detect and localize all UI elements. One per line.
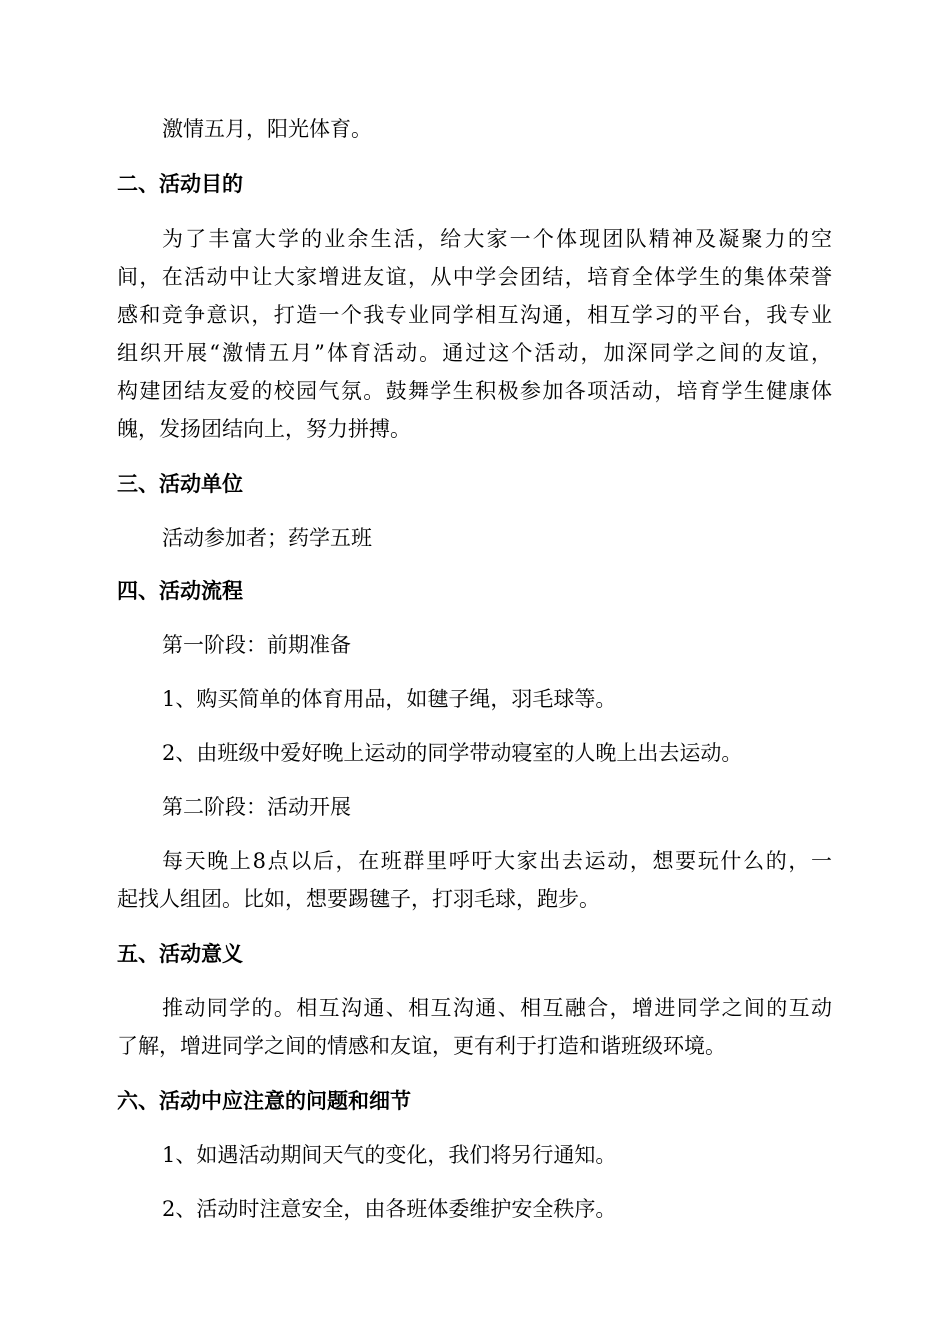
meaning-line-1: 推动同学的。相互沟通、相互沟通、相互融合，增进同学之间的互动: [162, 996, 832, 1020]
unit-text: 活动参加者；药学五班: [162, 526, 372, 550]
section-heading-notes: 六、活动中应注意的问题和细节: [117, 1089, 411, 1113]
process-stage-1: 第一阶段：前期准备: [162, 633, 351, 657]
notes-item-1: 1、如遇活动期间天气的变化，我们将另行通知。: [162, 1143, 617, 1167]
section-heading-meaning: 五、活动意义: [117, 942, 243, 966]
section-heading-purpose: 二、活动目的: [117, 172, 243, 196]
section-heading-unit: 三、活动单位: [117, 472, 243, 496]
process-stage-2-line-2: 起找人组团。比如，想要踢毽子，打羽毛球，跑步。: [117, 887, 600, 911]
notes-item-2: 2、活动时注意安全，由各班体委维护安全秩序。: [162, 1197, 617, 1221]
purpose-line-5: 构建团结友爱的校园气氛。鼓舞学生积极参加各项活动，培育学生健康体: [117, 379, 832, 403]
meaning-line-2: 了解，增进同学之间的情感和友谊，更有利于打造和谐班级环境。: [117, 1034, 726, 1058]
process-stage-2-line-1: 每天晚上8点以后，在班群里呼吁大家出去运动，想要玩什么的，一: [162, 849, 832, 873]
purpose-line-2: 间，在活动中让大家增进友谊，从中学会团结，培育全体学生的集体荣誉: [117, 265, 832, 289]
purpose-line-6: 魄，发扬团结向上，努力拼搏。: [117, 417, 411, 441]
process-item-1: 1、购买简单的体育用品，如毽子绳，羽毛球等。: [162, 687, 617, 711]
purpose-line-4: 组织开展“激情五月”体育活动。通过这个活动，加深同学之间的友谊，: [117, 341, 832, 365]
purpose-line-3: 感和竞争意识，打造一个我专业同学相互沟通，相互学习的平台，我专业: [117, 303, 832, 327]
slogan-text: 激情五月，阳光体育。: [162, 117, 372, 141]
process-item-2: 2、由班级中爱好晚上运动的同学带动寝室的人晚上出去运动。: [162, 741, 743, 765]
purpose-line-1: 为了丰富大学的业余生活，给大家一个体现团队精神及凝聚力的空: [162, 227, 832, 251]
process-stage-2: 第二阶段：活动开展: [162, 795, 351, 819]
section-heading-process: 四、活动流程: [117, 579, 243, 603]
